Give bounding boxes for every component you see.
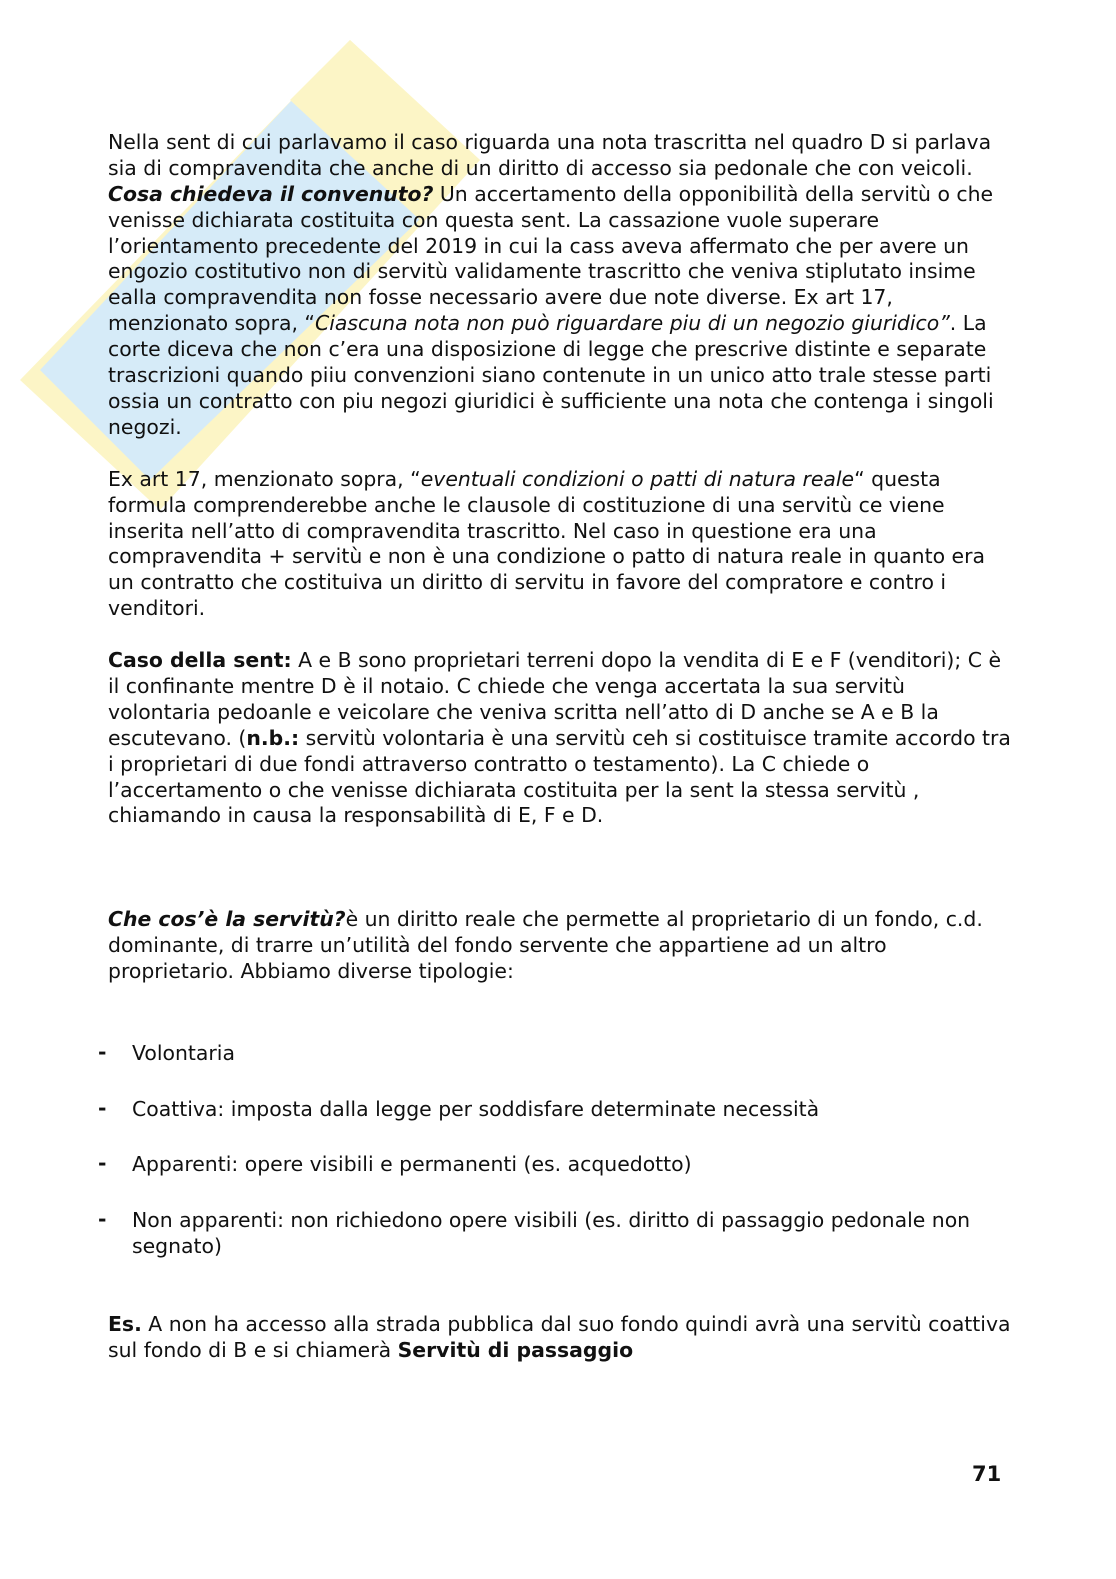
note-label: n.b.: — [246, 725, 300, 750]
text-run: “ questa formula comprenderebbe anche le clausole di costituzione di una servitù ce viene inserita nell’atto di compravendita trascritto. Nel caso in questione era una compravendita + servitù e non è una condizione o patto di natura reale in quanto era un contratto che costituiva un diritto di servitu in favore del compratore e contro i venditori. — [108, 466, 985, 621]
quoted-article: Ciascuna nota non può riguardare piu di un negozio giuridico” — [315, 311, 950, 336]
bullet-dash-icon: - — [98, 1039, 107, 1064]
text-run: è un diritto reale che permette al proprietario di un fondo, c.d. dominante, di trarre un’utilità del fondo servente che appartiene ad un altro proprietario. Abbiamo diverse tipologie: — [108, 907, 983, 983]
list-item — [98, 1095, 1013, 1123]
paragraph-servitu-definition — [108, 907, 1013, 985]
list-item — [98, 1039, 1013, 1067]
bullet-dash-icon: - — [98, 1151, 107, 1176]
list-item-text: Coattiva: imposta dalla legge per soddisfare determinate necessità — [132, 1096, 820, 1121]
list-item-text: Apparenti: opere visibili e permanenti (es. acquedotto) — [132, 1152, 692, 1177]
text-run: Ex art 17, menzionato sopra, “ — [108, 466, 421, 491]
text-run: Un accertamento della opponibilità della servitù o che venisse dichiarata costituita con questa sent. La cassazione vuole superare l’orientamento precedente del 2019 in cui la cass aveva affermato che per avere un engozio costitutivo non di servitù validamente trascritto che veniva stiplutato insime ealla compravendita non fosse necessario avere due note diverse. Ex art 17, menzionato sopra, “ — [108, 181, 994, 336]
paragraph-caso-sent — [108, 648, 1013, 829]
paragraph-example — [108, 1312, 1013, 1364]
emphasis-term: Servitù di passaggio — [397, 1337, 634, 1362]
list-item — [98, 1151, 1013, 1178]
text-run: Nella sent di cui parlavamo il caso riguarda una nota trascritta nel quadro D si parlava sia di compravendita che anche di un diritto di accesso sia pedonale che con veicoli. — [108, 129, 992, 180]
list-item — [98, 1207, 1013, 1260]
section-label: Caso della sent: — [108, 648, 292, 673]
quoted-article: eventuali condizioni o patti di natura reale — [420, 466, 855, 491]
question-heading: Che cos’è la servitù? — [108, 907, 346, 932]
paragraph-art17 — [108, 467, 1013, 622]
spacer — [108, 855, 1013, 881]
text-run: A non ha accesso alla strada pubblica dal suo fondo quindi avrà una servitù coattiva sul fondo di B e si chiamerà — [108, 1311, 1011, 1362]
text-run: A e B sono proprietari terreni dopo la vendita di E e F (venditori); C è il confinante mentre D è il notaio. C chiede che venga accertata la sua servitù volontaria pedoanle e veicolare che veniva scritta nell’atto di D anche se A e B la escutevano. ( — [108, 648, 1001, 750]
servitu-types-list — [98, 1011, 1013, 1286]
page-number: 71 — [972, 1462, 1002, 1486]
example-label: Es. — [108, 1311, 142, 1336]
list-item-text: Volontaria — [132, 1040, 235, 1065]
document-body — [98, 104, 1013, 1390]
list-item-text: Non apparenti: non richiedono opere visibili (es. diritto di passaggio pedonale non segnato) — [132, 1208, 971, 1259]
bullet-dash-icon: - — [98, 1095, 107, 1120]
bullet-dash-icon: - — [98, 1207, 107, 1232]
paragraph-sent-case — [108, 130, 1013, 441]
question-heading: Cosa chiedeva il convenuto? — [108, 181, 434, 206]
text-run: . La corte diceva che non c’era una disposizione di legge che prescrive distinte e separate trascrizioni quando piiu convenzioni siano contenute in un unico atto trale stesse parti ossia un contratto con piu negozi giuridici è sufficiente una nota che contenga i singoli negozi. — [108, 311, 994, 439]
text-run: servitù volontaria è una servitù ceh si costituisce tramite accordo tra i proprietari di due fondi attraverso contratto o testamento). La C chiede o l’accertamento o che venisse dichiarata costituita per la sent la stessa servitù , chiamando in causa la responsabilità di E, F e D. — [108, 725, 1011, 828]
